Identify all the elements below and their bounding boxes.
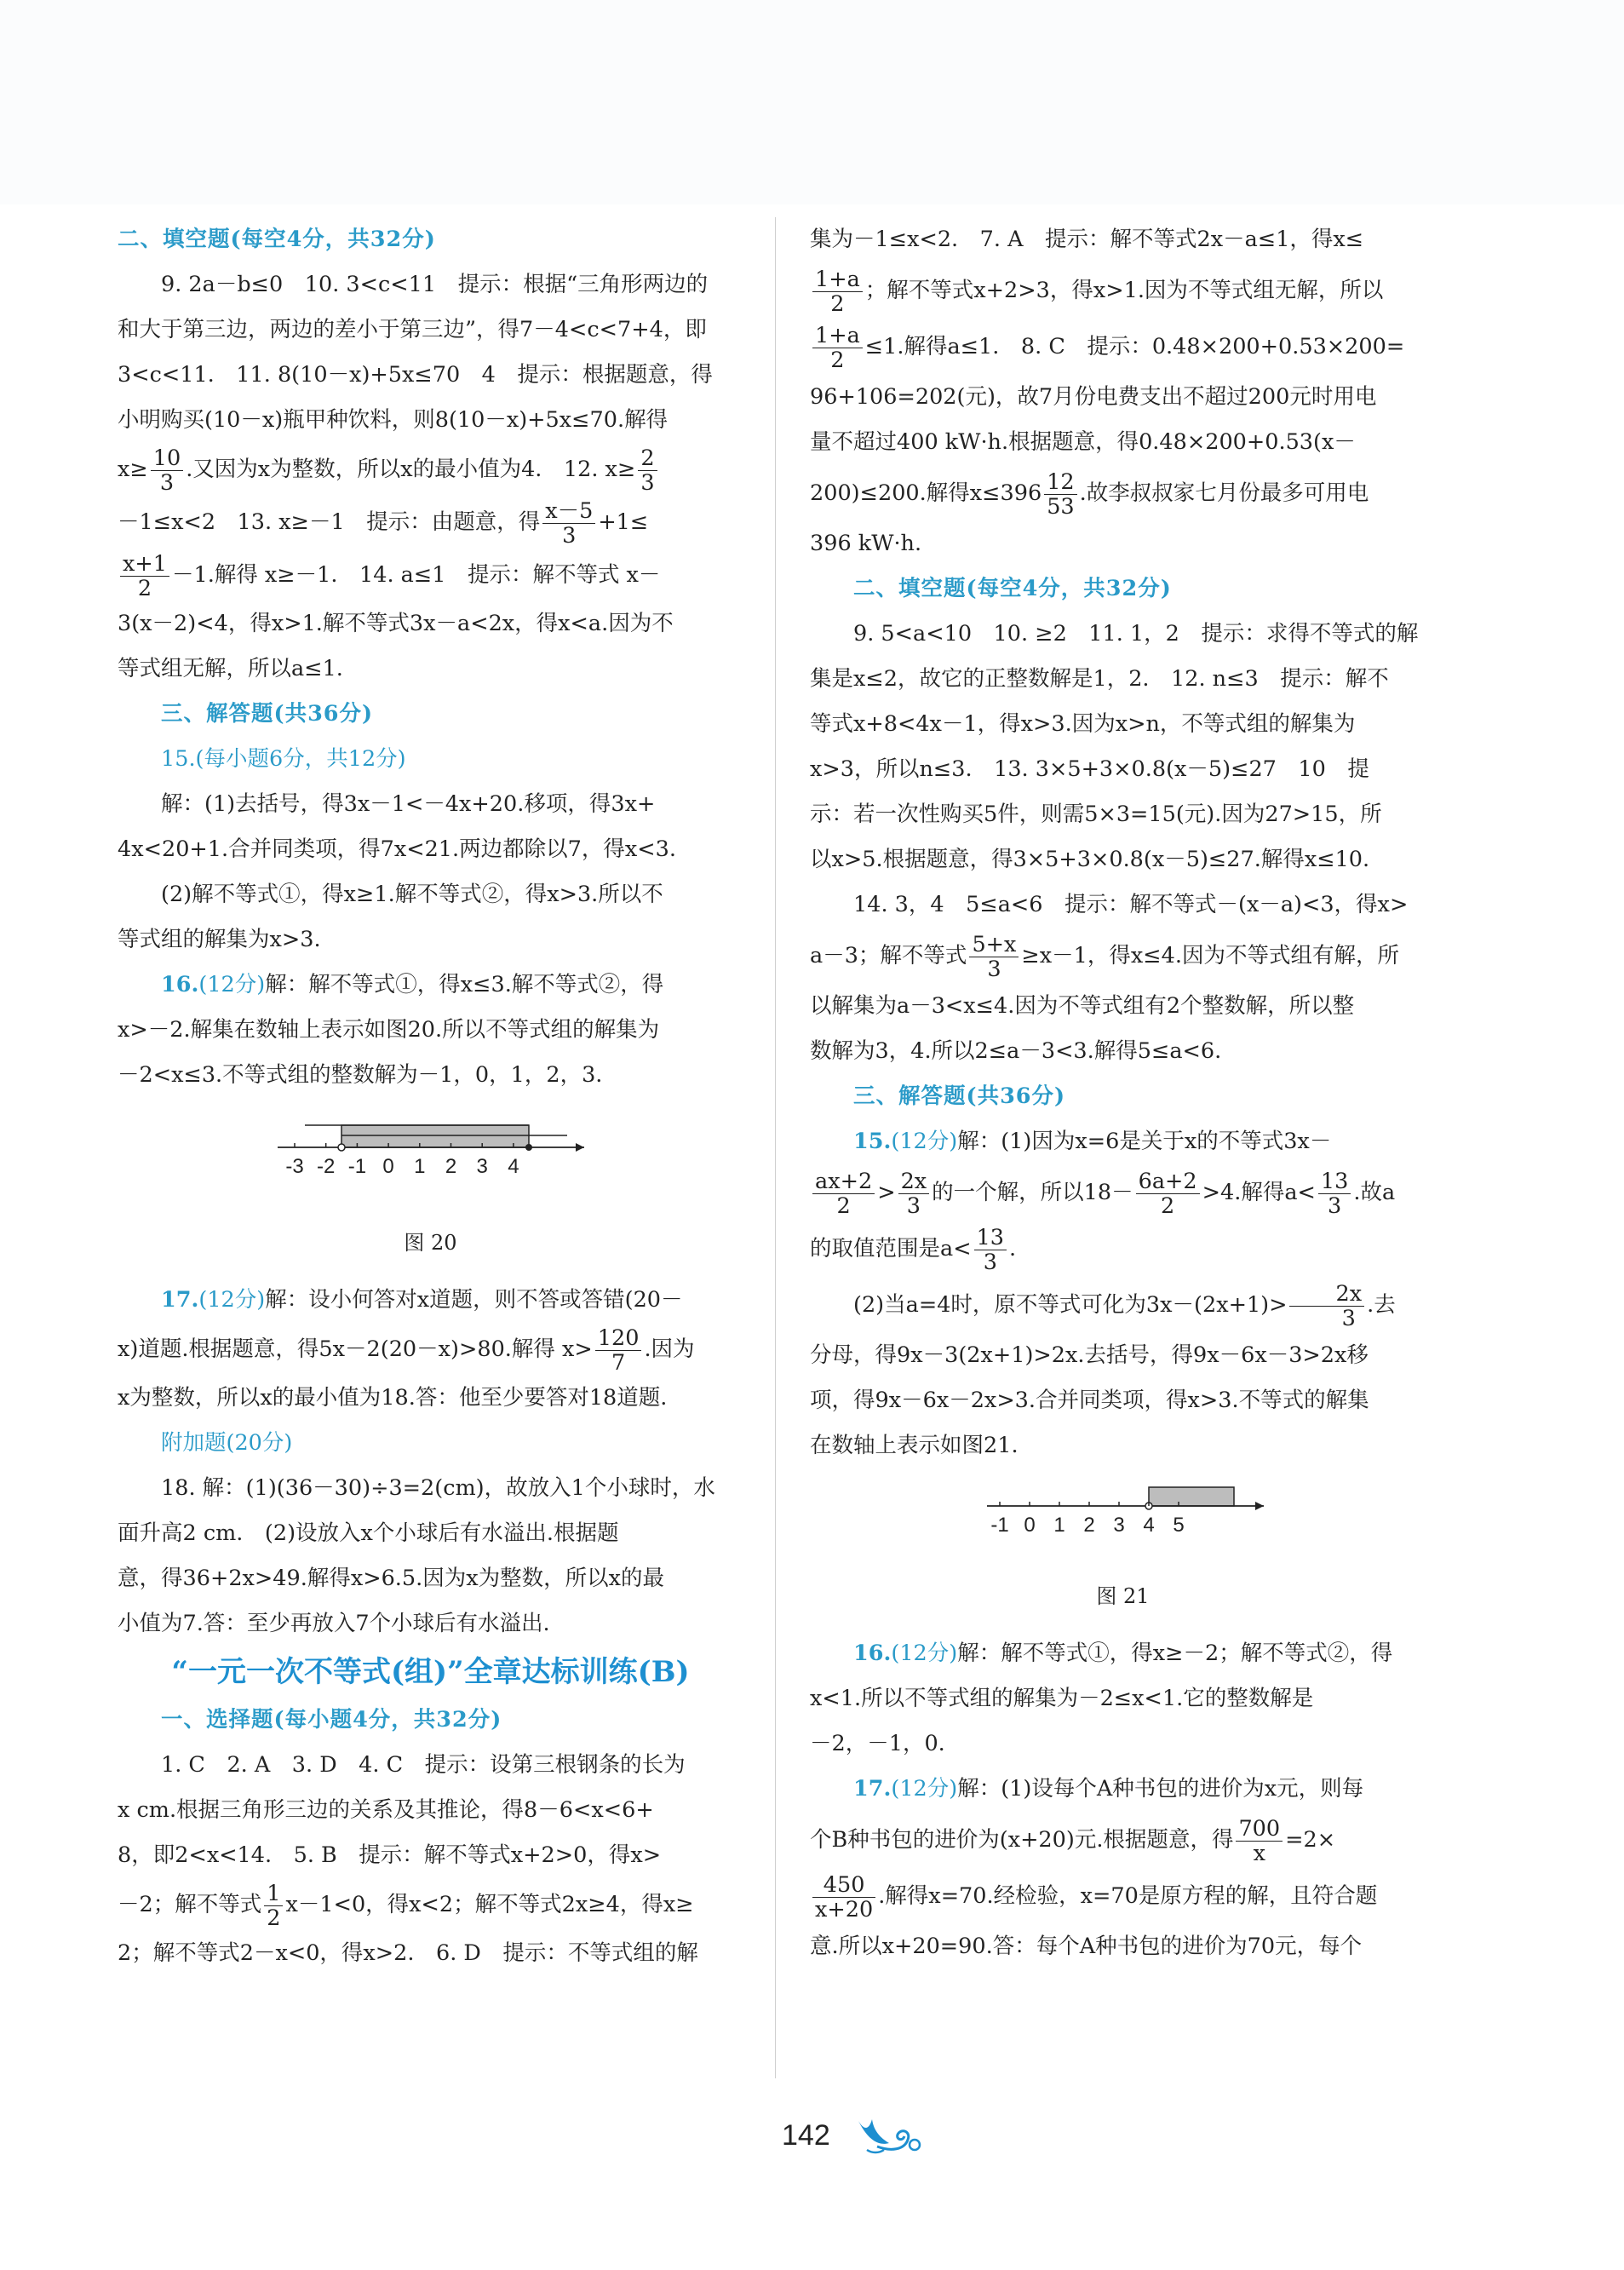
tick-label: -2 bbox=[316, 1155, 335, 1178]
text-line: $\frac{1+a}{2}$ ；解不等式x+2>3，得x>1.因为不等式组无解，所以 bbox=[810, 262, 1436, 319]
fraction: $\frac{13}{3}$ bbox=[1318, 1169, 1351, 1218]
solution-region bbox=[1149, 1487, 1234, 1506]
tick-label: 4 bbox=[507, 1155, 519, 1178]
fraction: $\frac{2}{3}$ bbox=[638, 446, 657, 495]
text-line: 解：(1)去括号，得3x－1<－4x+20.移项，得3x+ bbox=[161, 791, 656, 817]
text-line: －2，－1，0. bbox=[810, 1731, 945, 1756]
fraction: $\frac{13}{3}$ bbox=[974, 1226, 1007, 1274]
figure-caption: 图 21 bbox=[1096, 1584, 1150, 1608]
text-line: x为整数，所以x的最小值为18.答：他至少要答对18道题. bbox=[118, 1385, 668, 1411]
tick-label: -1 bbox=[347, 1155, 366, 1178]
axis-arrow bbox=[1255, 1502, 1264, 1510]
column-divider bbox=[775, 217, 776, 2078]
figure-caption: 图 20 bbox=[404, 1231, 457, 1255]
text-line: $\frac{1+a}{2}$ ≤1.解得a≤1. 8. C 提示：0.48×200+0.53×200= bbox=[810, 319, 1436, 375]
fraction: $\frac{1+a}{2}$ bbox=[812, 324, 863, 372]
text-line: 的取值范围是a< $\frac{13}{3}$ . bbox=[810, 1224, 1017, 1275]
fraction: $\frac{2x}{3}$ bbox=[898, 1169, 930, 1218]
text-line: 意.所以x+20=90.答：每个A种书包的进价为70元，每个 bbox=[810, 1934, 1363, 1959]
fraction: $\frac{x+1}{2}$ bbox=[120, 552, 169, 601]
text-line: 17.(12分)解：设小何答对x道题，则不答或答错(20－ bbox=[161, 1287, 683, 1313]
text-line: 18. 解：(1)(36－30)÷3=2(cm)，故放入1个小球时，水 bbox=[161, 1475, 715, 1501]
fraction: $\frac{ax+2}{2}$ bbox=[812, 1169, 875, 1218]
text-line: 4x<20+1.合并同类项，得7x<21.两边都除以7，得x<3. bbox=[118, 836, 676, 862]
text-line: 以解集为a－3<x≤4.因为不等式组有2个整数解，所以整 bbox=[810, 993, 1355, 1019]
text-line: 3(x－2)<4，得x>1.解不等式3x－a<2x，得x<a.因为不 bbox=[118, 611, 674, 636]
tick-label: 4 bbox=[1142, 1514, 1155, 1537]
chapter-title: “一元一次不等式(组)”全章达标训练(B) bbox=[171, 1655, 690, 1689]
text-line: x>3，所以n≤3. 13. 3×5+3×0.8(x－5)≤27 10 提 bbox=[810, 756, 1369, 782]
tick-label: 3 bbox=[476, 1155, 488, 1178]
text-line: $\frac{ax+2}{2}$ > $\frac{2x}{3}$ 的一个解，所以18－ $\frac{6a+2}{2}$ >4.解得a< $\frac{13}{3}$ .故a bbox=[810, 1164, 1436, 1221]
text-line: x)道题.根据题意，得5x－2(20－x)>80.解得 x> $\frac{120}{7}$ .因为 bbox=[118, 1325, 695, 1376]
text-line: 和大于第三边，两边的差小于第三边”，得7－4<c<7+4，即 bbox=[118, 317, 707, 342]
text-line: $\frac{x+1}{2}$ －1.解得 x≥－1. 14. a≤1 提示：解不等式 x－ bbox=[118, 549, 743, 601]
fraction: $\frac{1+a}{2}$ bbox=[812, 267, 863, 316]
text-line: x cm.根据三角形三边的关系及其推论，得8－6<x<6+ bbox=[118, 1797, 654, 1823]
tick-label: 3 bbox=[1112, 1514, 1125, 1537]
text-line: 集是x≤2，故它的正整数解是1，2. 12. n≤3 提示：解不 bbox=[810, 666, 1389, 692]
top-margin bbox=[0, 0, 1624, 204]
section-heading: 二、填空题(每空4分，共32分) bbox=[853, 576, 1172, 601]
text-line: 16.(12分)解：解不等式①，得x≤3.解不等式②，得 bbox=[161, 972, 664, 997]
fraction: $\frac{6a+2}{2}$ bbox=[1136, 1169, 1200, 1218]
tick-label: 5 bbox=[1172, 1514, 1185, 1537]
fraction: $\frac{10}{3}$ bbox=[151, 446, 183, 495]
text-line: 9. 5<a<10 10. ≥2 11. 1，2 提示：求得不等式的解 bbox=[853, 621, 1419, 647]
text-line: (2)解不等式①，得x≥1.解不等式②，得x>3.所以不 bbox=[161, 882, 663, 907]
text-line: x≥ $\frac{10}{3}$ .又因为x为整数，所以x的最小值为4. 12. x≥ $\frac{2}{3}$ bbox=[118, 443, 743, 496]
text-line: 量不超过400 kW·h.根据题意，得0.48×200+0.53(x－ bbox=[810, 429, 1356, 455]
fraction: $\frac{450}{x+20}$ bbox=[812, 1873, 875, 1922]
section-heading: 三、解答题(共36分) bbox=[161, 701, 374, 727]
text-line: 1. C 2. A 3. D 4. C 提示：设第三根钢条的长为 bbox=[161, 1752, 686, 1778]
text-line: 8，即2<x<14. 5. B 提示：解不等式x+2>0，得x> bbox=[118, 1842, 662, 1868]
fraction: $\frac{120}{7}$ bbox=[595, 1326, 642, 1375]
page-number: 142 bbox=[782, 2119, 830, 2152]
text-line: 小明购买(10－x)瓶甲种饮料，则8(10－x)+5x≤70.解得 bbox=[118, 407, 669, 433]
figure-21-number-line bbox=[810, 1480, 1436, 1556]
tick-label: 1 bbox=[1053, 1514, 1065, 1537]
text-line: 集为－1≤x<2. 7. A 提示：解不等式2x－a≤1，得x≤ bbox=[810, 227, 1364, 252]
section-heading: 一、选择题(每小题4分，共32分) bbox=[161, 1707, 502, 1733]
tick-label: 1 bbox=[413, 1155, 425, 1178]
fraction: $\frac{5+x}{3}$ bbox=[969, 933, 1019, 981]
open-point bbox=[338, 1144, 345, 1151]
text-line: $\frac{450}{x+20}$ .解得x=70.经检验，x=70是原方程的解，且符合题 bbox=[810, 1868, 1436, 1924]
text-line: 在数轴上表示如图21. bbox=[810, 1433, 1019, 1458]
figure-20-number-line bbox=[118, 1110, 743, 1203]
closed-point bbox=[525, 1144, 532, 1151]
fraction: $\frac{2x}{3}$ bbox=[1289, 1282, 1364, 1330]
question-heading: 附加题(20分) bbox=[161, 1430, 293, 1456]
tick-label: -3 bbox=[284, 1155, 304, 1178]
text-line: x<1.所以不等式组的解集为－2≤x<1.它的整数解是 bbox=[810, 1686, 1314, 1711]
number-line-svg bbox=[269, 1110, 593, 1187]
text-line: －2；解不等式 $\frac{1}{2}$ x－1<0，得x<2；解不等式2x≥4，得x≥ bbox=[118, 1880, 694, 1931]
right-column bbox=[810, 217, 1436, 1969]
section-heading: 三、解答题(共36分) bbox=[853, 1083, 1066, 1109]
text-line: 17.(12分)解：(1)设每个A种书包的进价为x元，则每 bbox=[853, 1776, 1364, 1802]
text-line: (2)当a=4时，原不等式可化为3x－(2x+1)> $\frac{2x}{3}$ .去 bbox=[853, 1280, 1396, 1331]
text-line: 面升高2 cm. (2)设放入x个小球后有水溢出.根据题 bbox=[118, 1520, 619, 1546]
section-heading: 二、填空题(每空4分，共32分) bbox=[118, 227, 436, 252]
text-line: 96+106=202(元)，故7月份电费支出不超过200元时用电 bbox=[810, 384, 1377, 410]
tick-labels bbox=[990, 1502, 1184, 1537]
decorative-swirl-icon bbox=[852, 2112, 923, 2160]
text-line: 16.(12分)解：解不等式①，得x≥－2；解不等式②，得 bbox=[853, 1641, 1393, 1666]
text-line: 9. 2a－b≤0 10. 3<c<11 提示：根据“三角形两边的 bbox=[161, 272, 709, 297]
tick-label: -1 bbox=[990, 1514, 1009, 1537]
axis-arrow bbox=[576, 1143, 584, 1152]
fraction: $\frac{700}{x}$ bbox=[1236, 1817, 1283, 1865]
tick-label: 2 bbox=[445, 1155, 456, 1178]
text-line: 14. 3，4 5≤a<6 提示：解不等式－(x－a)<3，得x> bbox=[853, 892, 1409, 917]
text-line: 2；解不等式2－x<0，得x>2. 6. D 提示：不等式组的解 bbox=[118, 1940, 698, 1966]
text-line: 396 kW·h. bbox=[810, 531, 922, 556]
text-line: 分母，得9x－3(2x+1)>2x.去括号，得9x－6x－3>2x移 bbox=[810, 1342, 1369, 1368]
text-line: －1≤x<2 13. x≥－1 提示：由题意，得 $\frac{x-5}{3}$ +1≤ bbox=[118, 497, 649, 549]
text-line: 15.(12分)解：(1)因为x=6是关于x的不等式3x－ bbox=[853, 1129, 1332, 1154]
tick-label: 2 bbox=[1082, 1514, 1095, 1537]
text-line: 小值为7.答：至少再放入7个小球后有水溢出. bbox=[118, 1611, 550, 1636]
left-column bbox=[118, 217, 743, 1976]
solution-region bbox=[341, 1125, 529, 1147]
text-line: －2<x≤3.不等式组的整数解为－1，0，1，2，3. bbox=[118, 1062, 603, 1088]
tick-label: 0 bbox=[1023, 1514, 1036, 1537]
text-line: 200)≤200.解得x≤396 $\frac{12}{53}$ .故李叔叔家七月份最多可用电 bbox=[810, 468, 1369, 520]
number-line-svg bbox=[978, 1480, 1268, 1540]
text-line: a－3；解不等式 $\frac{5+x}{3}$ ≥x－1，得x≤4.因为不等式组有解，所 bbox=[810, 931, 1399, 982]
text-line: 示：若一次性购买5件，则需5×3=15(元).因为27>15，所 bbox=[810, 802, 1382, 827]
text-line: x>－2.解集在数轴上表示如图20.所以不等式组的解集为 bbox=[118, 1017, 660, 1043]
text-line: 3<c<11. 11. 8(10－x)+5x≤70 4 提示：根据题意，得 bbox=[118, 362, 713, 388]
fraction: $\frac{1}{2}$ bbox=[264, 1882, 283, 1930]
tick-labels bbox=[285, 1143, 519, 1178]
text-line: 个B种书包的进价为(x+20)元.根据题意，得 $\frac{700}{x}$ =2× bbox=[810, 1815, 1336, 1866]
text-line: 等式组的解集为x>3. bbox=[118, 927, 321, 952]
text-line: 以x>5.根据题意，得3×5+3×0.8(x－5)≤27.解得x≤10. bbox=[810, 847, 1370, 872]
text-line: 数解为3，4.所以2≤a－3<3.解得5≤a<6. bbox=[810, 1038, 1222, 1064]
text-line: 项，得9x－6x－2x>3.合并同类项，得x>3.不等式的解集 bbox=[810, 1388, 1369, 1413]
question-heading: 15.(每小题6分，共12分) bbox=[161, 746, 406, 772]
text-line: 等式组无解，所以a≤1. bbox=[118, 656, 343, 681]
fraction: $\frac{12}{53}$ bbox=[1044, 470, 1076, 519]
text-line: 意，得36+2x>49.解得x>6.5.因为x为整数，所以x的最 bbox=[118, 1566, 665, 1591]
text-line: 等式x+8<4x－1，得x>3.因为x>n，不等式组的解集为 bbox=[810, 711, 1356, 737]
tick-label: 0 bbox=[382, 1155, 394, 1178]
fraction: $\frac{x-5}{3}$ bbox=[542, 499, 595, 548]
